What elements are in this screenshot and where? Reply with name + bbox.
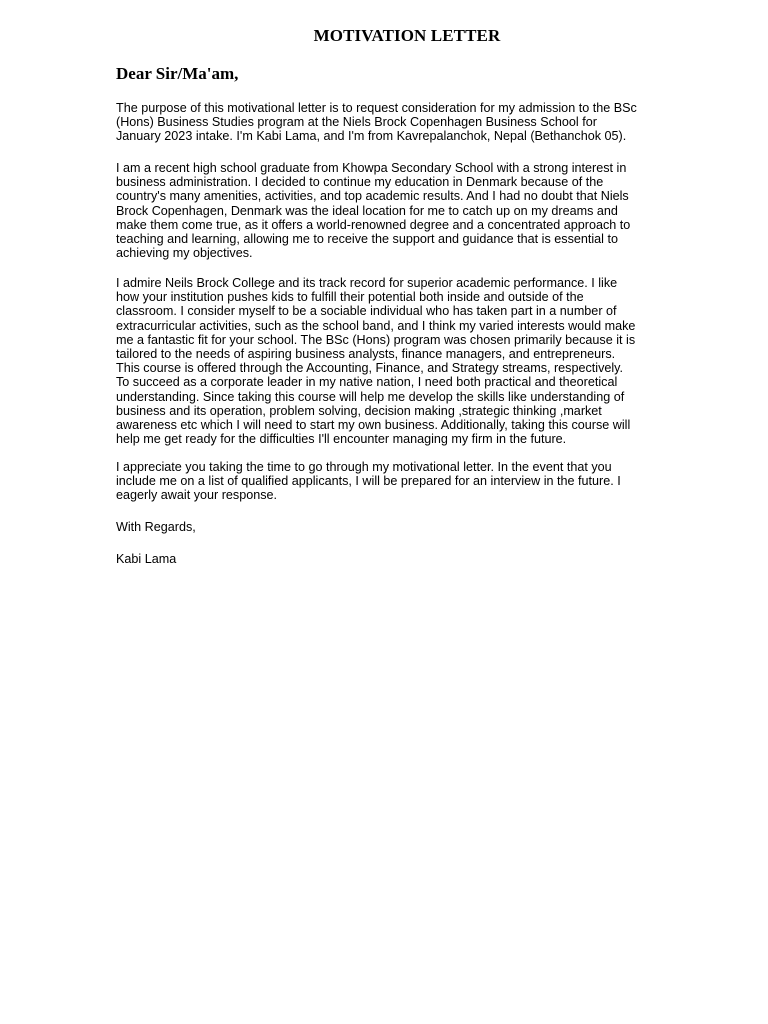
paragraph-conclusion: I appreciate you taking the time to go through my motivational letter. In the event that you include me on a list of qualified applicants, I will be prepared for an interview in the future. I eagerly await your response. <box>116 460 621 503</box>
paragraph-motivation: I admire Neils Brock College and its track record for superior academic performance. I like how your institution pushes kids to fulfill their potential both inside and outside of the classroom. I consider myself to be a sociable individual who has taken part in a number of extracurricular activities, such as the school band, and I think my varied interests would make me a fantastic fit for your school. The BSc (Hons) program was chosen primarily because it is tailored to the needs of aspiring business analysts, finance managers, and entrepreneurs. This course is offered through the Accounting, Finance, and Strategy streams, respectively. To succeed as a corporate leader in my native nation, I need both practical and theoretical understanding. Since taking this course will help me develop the skills like understanding of business and its operation, problem solving, decision making ,strategic thinking ,market awareness etc which I will need to start my own business. Additionally, taking this course will help me get ready for the difficulties I'll encounter managing my firm in the future. <box>116 276 636 447</box>
paragraph-background: I am a recent high school graduate from Khowpa Secondary School with a strong interest in business administration. I decided to continue my education in Denmark because of the country's many amenities, activities, and top academic results. And I had no doubt that Niels Brock Copenhagen, Denmark was the ideal location for me to catch up on my dreams and make them come true, as it offers a world-renowned degree and a concentrated approach to teaching and learning, allowing me to receive the support and guidance that is essential to achieving my objectives. <box>116 161 631 261</box>
paragraph-purpose: The purpose of this motivational letter is to request consideration for my admission to the BSc (Hons) Business Studies program at the Niels Brock Copenhagen Business School for January 2023 intake. I'm Kabi Lama, and I'm from Kavrepalanchok, Nepal (Bethanchok 05). <box>116 101 637 144</box>
closing: With Regards, <box>116 520 196 534</box>
salutation: Dear Sir/Ma'am, <box>116 64 239 83</box>
signature-name: Kabi Lama <box>116 552 177 566</box>
letter-title: MOTIVATION LETTER <box>313 26 501 45</box>
